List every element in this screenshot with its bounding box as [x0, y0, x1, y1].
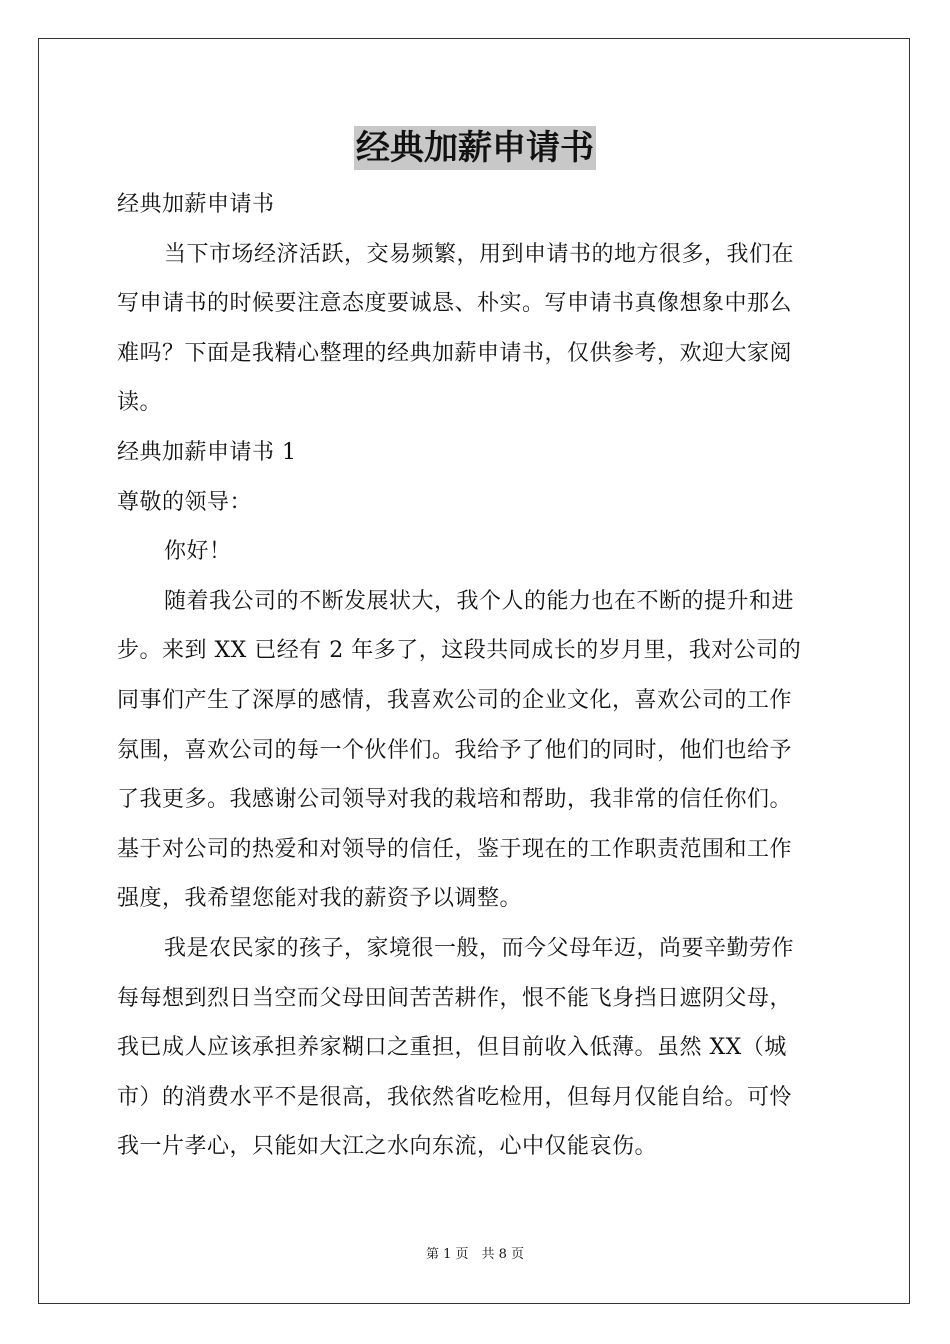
title-container — [0, 126, 950, 170]
document-title: 经典加薪申请书 — [356, 128, 594, 168]
text-line: 尊敬的领导： — [117, 489, 253, 515]
document-body — [117, 180, 833, 1172]
text-line: 我是农民家的孩子，家境很一般，而今父母年迈，尚要辛勤劳作 — [164, 935, 795, 961]
text-line: 每每想到烈日当空而父母田间苦苦耕作，恨不能飞身挡日遮阴父母， — [117, 985, 793, 1011]
text-line: 强度，我希望您能对我的薪资予以调整。 — [117, 886, 523, 912]
text-line: 同事们产生了深厚的感情，我喜欢公司的企业文化，喜欢公司的工作 — [117, 687, 793, 713]
text-line: 写申请书的时候要注意态度要诚恳、朴实。写申请书真像想象中那么 — [117, 291, 793, 317]
text-line: 你好！ — [164, 539, 232, 565]
text-line: 经典加薪申请书 — [117, 192, 275, 217]
page-footer: 第 1 页 共 8 页 — [425, 1247, 525, 1262]
text-line: 基于对公司的热爱和对领导的信任，鉴于现在的工作职责范围和工作 — [117, 836, 793, 862]
text-line: 步。来到 XX 已经有 2 年多了，这段共同成长的岁月里，我对公司的 — [117, 638, 802, 664]
text-line: 难吗？下面是我精心整理的经典加薪申请书，仅供参考，欢迎大家阅 — [117, 340, 793, 366]
text-line: 经典加薪申请书 1 — [117, 439, 297, 465]
text-line: 了我更多。我感谢公司领导对我的栽培和帮助，我非常的信任你们。 — [117, 787, 793, 813]
text-line: 当下市场经济活跃，交易频繁，用到申请书的地方很多，我们在 — [164, 241, 795, 267]
text-line: 读。 — [117, 390, 163, 416]
text-line: 我一片孝心，只能如大江之水向东流，心中仅能哀伤。 — [117, 1134, 658, 1160]
text-line: 氛围，喜欢公司的每一个伙伴们。我给予了他们的同时，他们也给予 — [117, 737, 793, 763]
text-line: 随着我公司的不断发展状大，我个人的能力也在不断的提升和进 — [164, 588, 795, 614]
text-line: 我已成人应该承担养家糊口之重担，但目前收入低薄。虽然 XX（城 — [117, 1035, 787, 1061]
text-line: 市）的消费水平不是很高，我依然省吃检用，但每月仅能自给。可怜 — [117, 1084, 793, 1110]
